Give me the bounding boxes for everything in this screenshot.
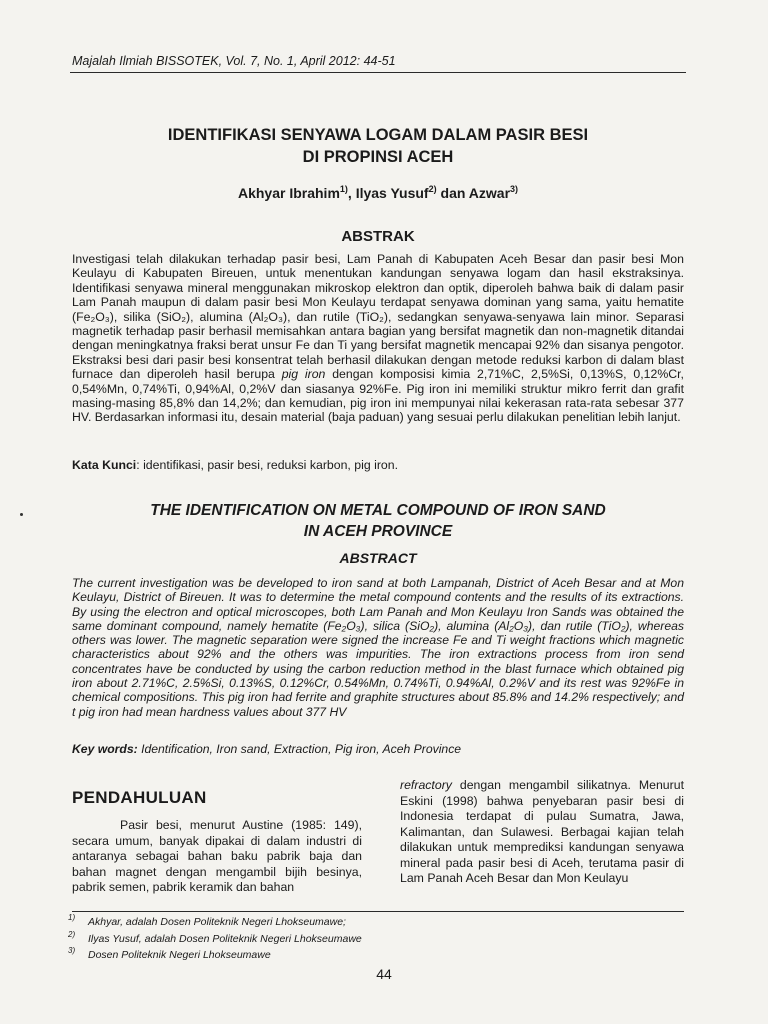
footnote-3-mark: 3) [68, 946, 76, 955]
intro-italic-term: refractory [400, 778, 452, 792]
key-words-label: Key words: [72, 742, 138, 756]
abstrak-body [72, 252, 684, 425]
abstrak-heading: ABSTRAK [341, 228, 415, 245]
author-sep-1: , [347, 185, 356, 201]
abstrak-italic-term: pig iron [281, 367, 326, 382]
scan-speck [20, 513, 23, 516]
author-2-mark: 2) [428, 184, 437, 194]
title-line-2: DI PROPINSI ACEH [302, 148, 454, 166]
footnote-2-mark: 2) [68, 929, 76, 939]
key-words [72, 742, 684, 756]
intro-left-paragraph: Pasir besi, menurut Austine (1985: 149), secara umum, banyak dipakai di dalam industri di antaranya sebagai bahan baku pabrik baja dan bahan magnet dengan mengambil bijih besinya, pabrik semen, pabrik keramik dan bahan [72, 818, 362, 894]
kata-kunci-label: Kata Kunci [72, 458, 137, 472]
journal-header: Majalah Ilmiah BISSOTEK, Vol. 7, No. 1, April 2012: 44-51 [72, 54, 396, 68]
author-2: Ilyas Yusuf [355, 185, 429, 201]
author-sep-2: dan [436, 185, 469, 201]
abstract-heading: ABSTRACT [339, 550, 417, 566]
intro-left-column [72, 818, 362, 896]
author-3-mark: 3) [510, 184, 519, 194]
abstrak-text: Investigasi telah dilakukan terhadap pasir besi, Lam Panah di Kabupaten Aceh Besar dan pasir besi Mon Keulayu di Kabupaten Bireuen, untuk menentukan kandungan senyawa logam dan hasil ekstraksinya. Identifikasi senyawa mineral menggunakan mikroskop elektron dan optik, diperoleh bahwa baik di dalam pasir Lam Panah maupun di dalam pasir besi Mon Keulayu terdapat senyawa dominan yang sama, yaitu hematite (Fe₂O₃), silika (SiO₂), alumina (Al₂O₃), dan rutile (TiO₂), sedangkan senyawa-senyawa lain minor. Separasi magnetik terhadap pasir berhasil memisahkan antara bagian yang bersifat magnetik dan non-magnetik ditandai dengan meningkatnya fraksi berat unsur Fe dan Ti yang bersifat magnetik mencapai 92% dan sisanya pengotor. Ekstraksi besi dari pasir besi konsentrat telah berhasil dilakukan dengan metode reduksi karbon di dalam blast furnace dan diperoleh hasil berupa [72, 252, 684, 382]
english-title-line-2: IN ACEH PROVINCE [303, 523, 453, 540]
title-line-1: IDENTIFIKASI SENYAWA LOGAM DALAM PASIR BESI [167, 126, 589, 144]
author-1-mark: 1) [339, 184, 348, 194]
abstrak-text-cont: dengan komposisi kimia 2,71%C, 2,5%Si, 0,13%S, 0,12%Cr, 0,54%Mn, 0,74%Ti, 0,94%Al, 0,2%V dan siasanya 92%Fe. Pig iron ini memiliki struktur mikro ferrit dan grafit masing-masing 85,8% dan 14,2%; dan kemudian, pig iron ini mempunyai nilai kekerasan rata-rata sebesar 377 HV. Berdasarkan informasi itu, desain material (baja paduan) yang sesuai perlu dilakukan penelitian lebih lanjut. [72, 367, 684, 425]
author-1: Akhyar Ibrahim [237, 185, 340, 201]
kata-kunci [72, 458, 684, 472]
author-list [70, 184, 686, 201]
key-words-text: Identification, Iron sand, Extraction, Pig iron, Aceh Province [137, 742, 462, 756]
kata-kunci-text: : identifikasi, pasir besi, reduksi karbon, pig iron. [136, 458, 399, 472]
header-rule [70, 72, 686, 73]
footnote-2-text: Ilyas Yusuf, adalah Dosen Politeknik Negeri Lhokseumawe [88, 932, 362, 945]
intro-right-paragraph [400, 778, 684, 887]
footnotes [66, 914, 686, 964]
footnote-1-text: Akhyar, adalah Dosen Politeknik Negeri Lhokseumawe; [88, 916, 346, 928]
author-3: Azwar [468, 185, 511, 201]
section-heading-pendahuluan: PENDAHULUAN [72, 788, 207, 807]
intro-right-column [400, 778, 684, 887]
footnote-2 [66, 931, 686, 948]
footnote-1-mark: 1) [68, 913, 76, 922]
footnote-3-text: Dosen Politeknik Negeri Lhokseumawe [88, 949, 271, 961]
footnote-3 [66, 947, 686, 964]
intro-right-text: dengan mengambil silikatnya. Menurut Eskini (1998) bahwa penyebaran pasir besi di Indonesia terdapat di pulau Sumatra, Jawa, Kalimantan, dan Sulawesi. Berbagai kajian telah dilakukan untuk memprediksi kandungan senyawa mineral pada pasir besi di Aceh, terutama pasir di Lam Panah Aceh Besar dan Mon Keulayu [400, 778, 684, 885]
page-number: 44 [376, 966, 392, 982]
abstract-body [72, 576, 684, 719]
footnote-1 [66, 914, 686, 931]
english-title-line-1: THE IDENTIFICATION ON METAL COMPOUND OF IRON SAND [150, 502, 606, 519]
abstrak-paragraph [72, 252, 684, 425]
english-title [70, 500, 686, 542]
abstract-paragraph: The current investigation was be developed to iron sand at both Lampanah, District of Aceh Besar and at Mon Keulayu, District of Bireuen. It was to determine the metal compound contents and the results of its extractions. By using the electron and optical microscopes, both Lam Panah and Mon Keulayu Iron Sands was obtained the same dominant compound, namely hematite (Fe₂O₃), silica (SiO₂), alumina (Al₂O₃), dan rutile (TiO₂), whereas others was lower. The magnetic separation were signed the increase Fe and Ti weight fractions which magnetic characteristics about 92% and the others was impurities. The iron extractions process from iron send concentrates have be conducted by using the carbon reduction method in the blast furnace which obtained pig iron about 2.71%C, 2.5%Si, 0.13%S, 0.12%Cr, 0.54%Mn, 0.74%Ti, 0.94%Al, 0.2%V and its rest was 92%Fe in chemical compositions. This pig iron had ferrite and graphite structures about 85.8% and 14.2% respectively; and t pig iron had mean hardness values about 377 HV [72, 576, 684, 719]
paper-title [70, 124, 686, 168]
footnote-rule [72, 911, 684, 912]
